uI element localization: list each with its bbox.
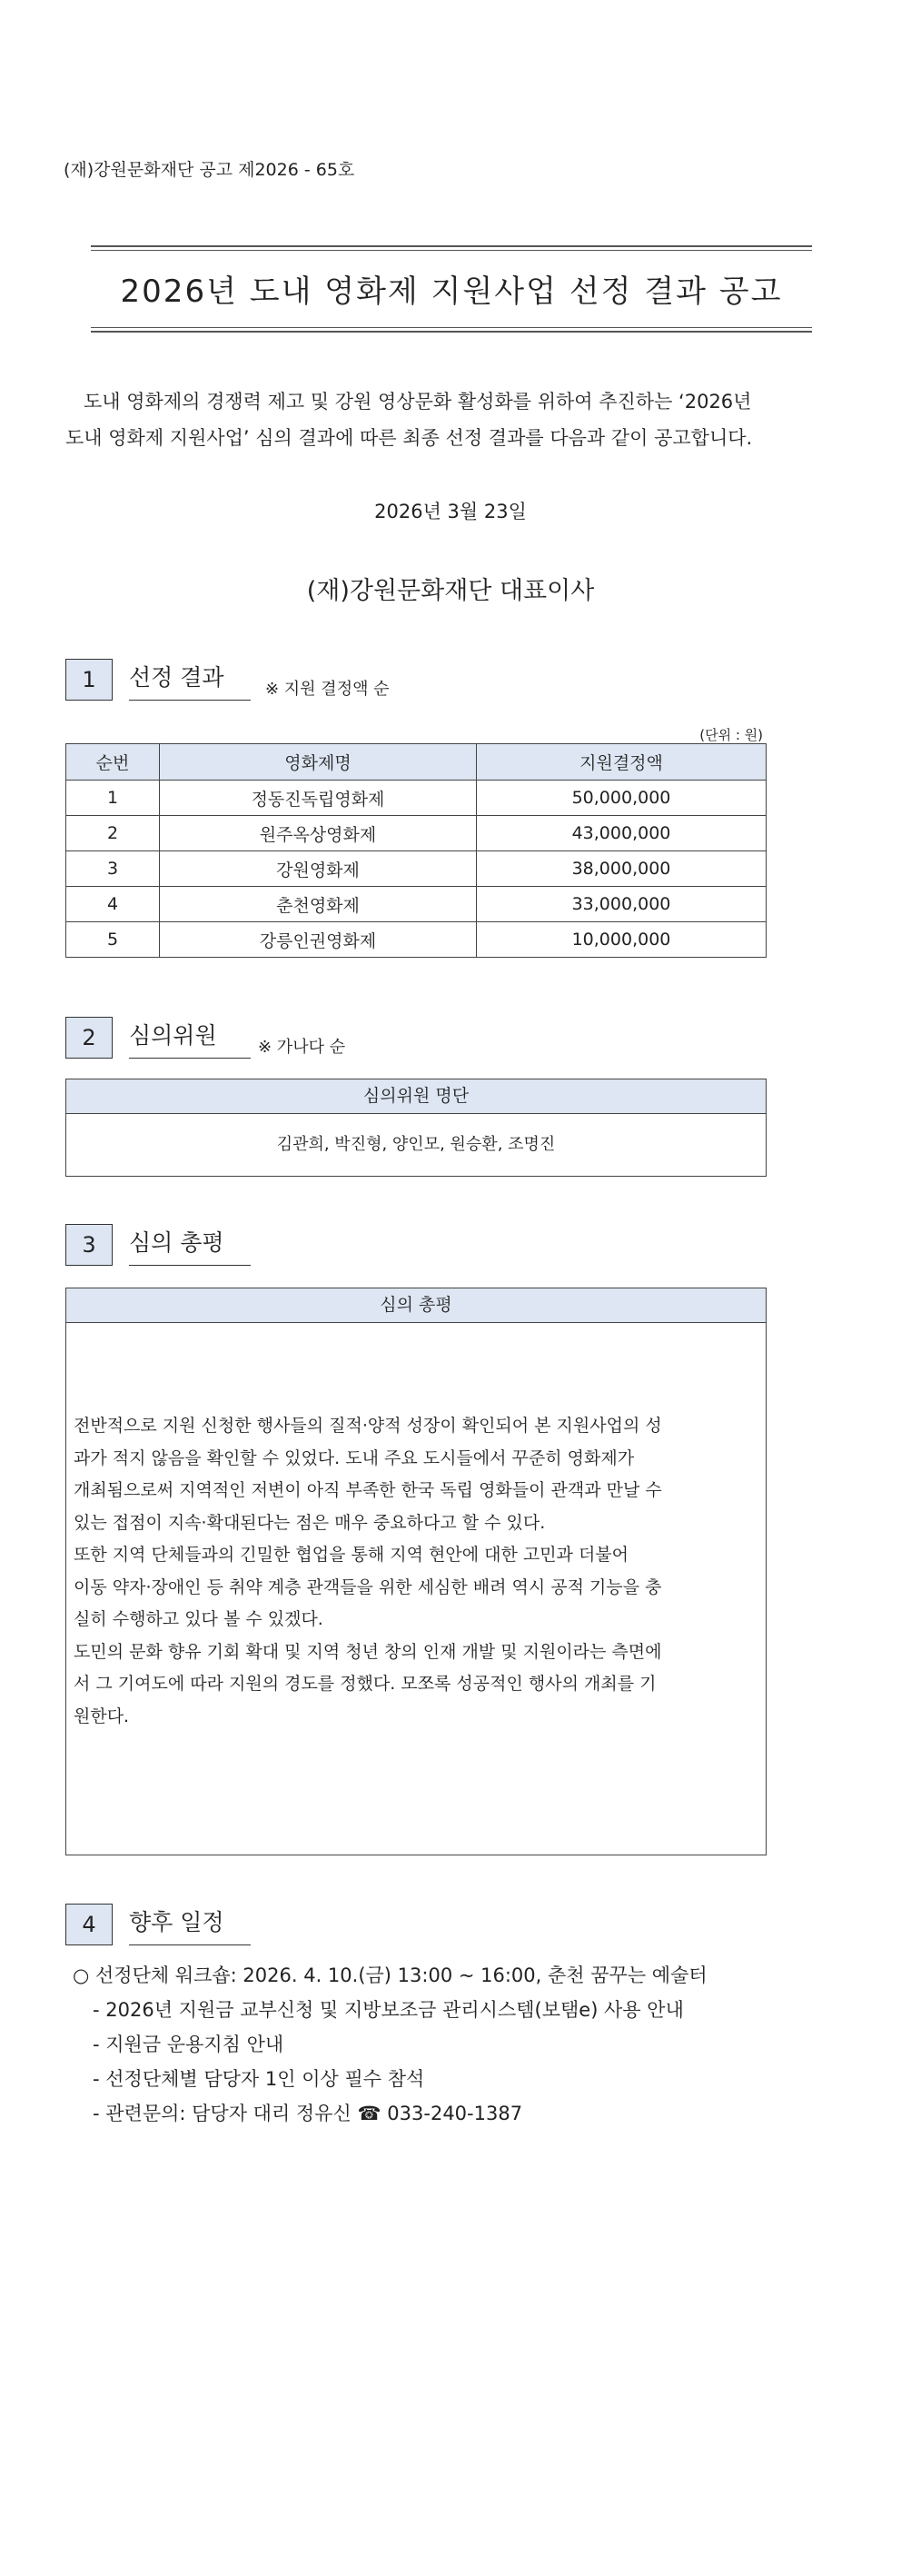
review-line: 실히 수행하고 있다 볼 수 있겠다.	[74, 1609, 323, 1629]
document-number: (재)강원문화재단 공고 제2026 - 65호	[64, 160, 355, 180]
review-box	[65, 1288, 767, 1855]
document-title: 2026년 도내 영화제 지원사업 선정 결과 공고	[120, 274, 783, 310]
review-line: 또한 지역 단체들과의 긴밀한 협업을 통해 지역 현안에 대한 고민과 더불어	[74, 1545, 629, 1565]
table-header-row	[66, 744, 767, 781]
section-4-number: 4	[65, 1904, 113, 1945]
schedule-list	[73, 1958, 708, 2131]
section-2-note: ※ 가나다 순	[258, 1038, 346, 1057]
row-order: 2	[66, 816, 160, 851]
schedule-main-item: ○ 선정단체 워크숍: 2026. 4. 10.(금) 13:00 ~ 16:00, 춘천 꿈꾸는 예술터	[73, 1964, 708, 1986]
intro-line-2: 도내 영화제 지원사업’ 심의 결과에 따른 최종 선정 결과를 다음과 같이 공고합니다.	[65, 427, 753, 449]
section-4-title: 향후 일정	[129, 1905, 251, 1945]
row-festival-name: 춘천영화제	[160, 887, 477, 922]
committee-box-header: 심의위원 명단	[66, 1079, 766, 1114]
row-order: 4	[66, 887, 160, 922]
section-1-number: 1	[65, 659, 113, 701]
row-amount: 38,000,000	[477, 851, 767, 887]
selection-results-table	[65, 743, 767, 958]
section-1-header	[65, 658, 390, 701]
section-2-title: 심의위원	[129, 1018, 251, 1059]
review-line: 개최됨으로써 지역적인 저변이 아직 부족한 한국 독립 영화들이 관객과 만날 수	[74, 1480, 662, 1500]
review-line: 있는 접점이 지속·확대된다는 점은 매우 중요하다고 할 수 있다.	[74, 1512, 546, 1533]
row-order: 5	[66, 922, 160, 958]
row-amount: 50,000,000	[477, 781, 767, 816]
row-festival-name: 강원영화제	[160, 851, 477, 887]
review-text	[66, 1323, 766, 1733]
title-rule-bottom-thin	[91, 327, 812, 328]
row-amount: 33,000,000	[477, 887, 767, 922]
row-amount: 43,000,000	[477, 816, 767, 851]
section-2-header	[65, 1016, 345, 1059]
section-4-header	[65, 1903, 251, 1946]
section-3-title: 심의 총평	[129, 1225, 251, 1266]
table-row	[66, 922, 767, 958]
table-row	[66, 816, 767, 851]
header-order: 순번	[66, 744, 160, 781]
row-order: 3	[66, 851, 160, 887]
schedule-sub-item: - 2026년 지원금 교부신청 및 지방보조금 관리시스템(보탬e) 사용 안내	[93, 1999, 684, 2021]
row-festival-name: 정동진독립영화제	[160, 781, 477, 816]
intro-line-1: 도내 영화제의 경쟁력 제고 및 강원 영상문화 활성화를 위하여 추진하는 ‘2026년	[84, 391, 752, 413]
review-line: 원한다.	[74, 1706, 130, 1726]
review-line: 과가 적지 않음을 확인할 수 있었다. 도내 주요 도시들에서 꾸준히 영화제가	[74, 1447, 635, 1468]
section-3-number: 3	[65, 1224, 113, 1266]
organization-signature: (재)강원문화재단 대표이사	[306, 577, 595, 605]
section-1-title: 선정 결과	[129, 660, 251, 701]
schedule-sub-item: - 지원금 운용지침 안내	[93, 2034, 284, 2055]
review-line: 전반적으로 지원 신청한 행사들의 질적·양적 성장이 확인되어 본 지원사업의 성	[74, 1416, 662, 1436]
row-amount: 10,000,000	[477, 922, 767, 958]
committee-members: 김관희, 박진형, 양인모, 원승환, 조명진	[276, 1135, 556, 1154]
title-rule-top	[91, 245, 812, 247]
header-amount: 지원결정액	[477, 744, 767, 781]
review-line: 이동 약자·장애인 등 취약 계층 관객들을 위한 세심한 배려 역시 공적 기능을 충	[74, 1576, 662, 1597]
review-line: 도민의 문화 향유 기회 확대 및 지역 청년 창의 인재 개발 및 지원이라는 측면에	[74, 1641, 662, 1662]
title-rule-bottom	[91, 331, 812, 333]
review-box-header: 심의 총평	[66, 1288, 766, 1323]
table-row	[66, 851, 767, 887]
section-3-header	[65, 1223, 251, 1267]
row-festival-name: 강릉인권영화제	[160, 922, 477, 958]
schedule-sub-item: - 관련문의: 담당자 대리 정유신 ☎ 033-240-1387	[93, 2103, 523, 2124]
committee-box	[65, 1079, 767, 1177]
intro-paragraph	[65, 383, 837, 456]
review-line: 서 그 기여도에 따라 지원의 경도를 정했다. 모쪼록 성공적인 행사의 개최를 기	[74, 1674, 657, 1694]
unit-label: (단위 : 원)	[699, 727, 763, 743]
announcement-date: 2026년 3월 23일	[374, 501, 527, 522]
section-1-note: ※ 지원 결정액 순	[265, 680, 390, 699]
table-row	[66, 781, 767, 816]
header-festival-name: 영화제명	[160, 744, 477, 781]
table-row	[66, 887, 767, 922]
row-order: 1	[66, 781, 160, 816]
title-block	[91, 245, 812, 333]
section-2-number: 2	[65, 1017, 113, 1059]
schedule-sub-item: - 선정단체별 담당자 1인 이상 필수 참석	[93, 2068, 425, 2090]
row-festival-name: 원주옥상영화제	[160, 816, 477, 851]
